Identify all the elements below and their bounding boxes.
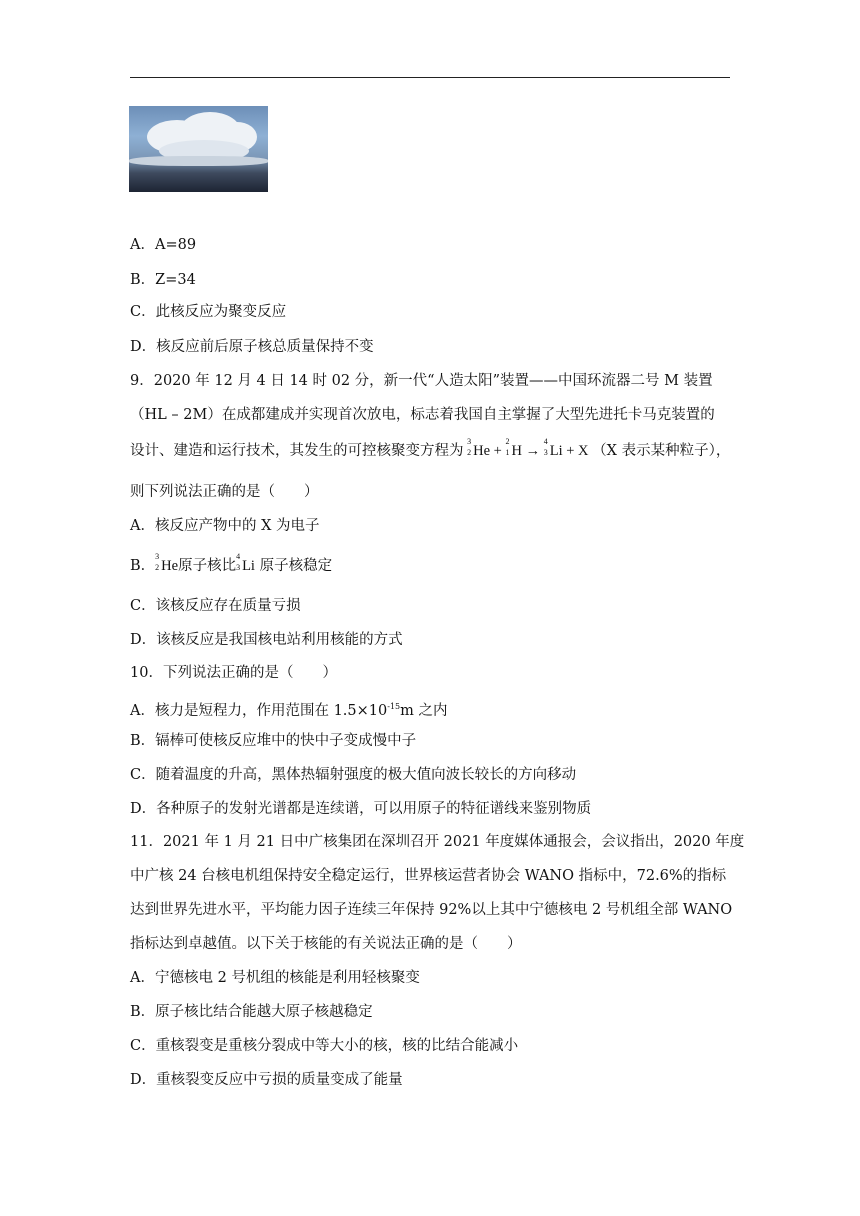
q8-option-a: A．A=89	[130, 237, 197, 253]
q11-stem-line3: 达到世界先进水平，平均能力因子连续三年保持 92%以上其中宁德核电 2 号机组全部 WANO	[130, 902, 733, 918]
q10-option-a: A．核力是短程力，作用范围在 $1.5\times 10^{-15}m$ 之内	[130, 702, 448, 719]
q9-stem-line3: 设计、建造和运行技术，其发生的可控核聚变方程为 3 2 He + 2 1 H → 4 3 Li + X （X 表示某种粒子），	[130, 437, 731, 459]
q10-option-c: C．随着温度的升高，黑体热辐射强度的极大值向波长较长的方向移动	[130, 767, 577, 783]
q11-stem-line1: 11．2021 年 1 月 21 日中广核集团在深圳召开 2021 年度媒体通报会，会议指出，2020 年度	[130, 834, 745, 850]
q11-option-d: D．重核裂变反应中亏损的质量变成了能量	[130, 1072, 403, 1088]
q9-stem-line1: 9．2020 年 12 月 4 日 14 时 02 分，新一代“人造太阳”装置——中国环流器二号 M 装置	[130, 373, 713, 389]
q8-option-c: C．此核反应为聚变反应	[130, 304, 287, 320]
q10-option-d: D．各种原子的发射光谱都是连续谱，可以用原子的特征谱线来鉴别物质	[130, 801, 592, 817]
q11-option-a: A．宁德核电 2 号机组的核能是利用轻核聚变	[130, 970, 420, 986]
q9-option-a: A．核反应产物中的 X 为电子	[130, 518, 320, 534]
header-rule	[130, 77, 730, 78]
q9-stem-line4: 则下列说法正确的是（ ）	[130, 484, 319, 500]
q9-option-b: B． 3 2 He原子核比 4 3 Li 原子核稳定	[130, 552, 333, 574]
fusion-equation: 3 2 He + 2 1 H → 4 3 Li + X	[467, 437, 589, 459]
q9-stem-line2: （HL – 2M）在成都建成并实现首次放电，标志着我国自主掌握了大型先进托卡马克装置的	[130, 407, 715, 423]
q11-option-b: B．原子核比结合能越大原子核越稳定	[130, 1004, 373, 1020]
q11-stem-line4: 指标达到卓越值。以下关于核能的有关说法正确的是（ ）	[130, 936, 522, 952]
mushroom-cloud-image	[129, 106, 268, 192]
q9-option-d: D．该核反应是我国核电站利用核能的方式	[130, 632, 403, 648]
q11-option-c: C．重核裂变是重核分裂成中等大小的核，核的比结合能减小	[130, 1038, 519, 1054]
q9-option-c: C．该核反应存在质量亏损	[130, 598, 301, 614]
q11-stem-line2: 中广核 24 台核电机组保持安全稳定运行，世界核运营者协会 WANO 指标中，72.6%的指标	[130, 868, 727, 884]
q10-stem: 10．下列说法正确的是（ ）	[130, 665, 337, 681]
q8-option-b: B．Z=34	[130, 272, 196, 288]
q10-option-b: B．镉棒可使核反应堆中的快中子变成慢中子	[130, 733, 417, 749]
q8-option-d: D．核反应前后原子核总质量保持不变	[130, 339, 374, 355]
